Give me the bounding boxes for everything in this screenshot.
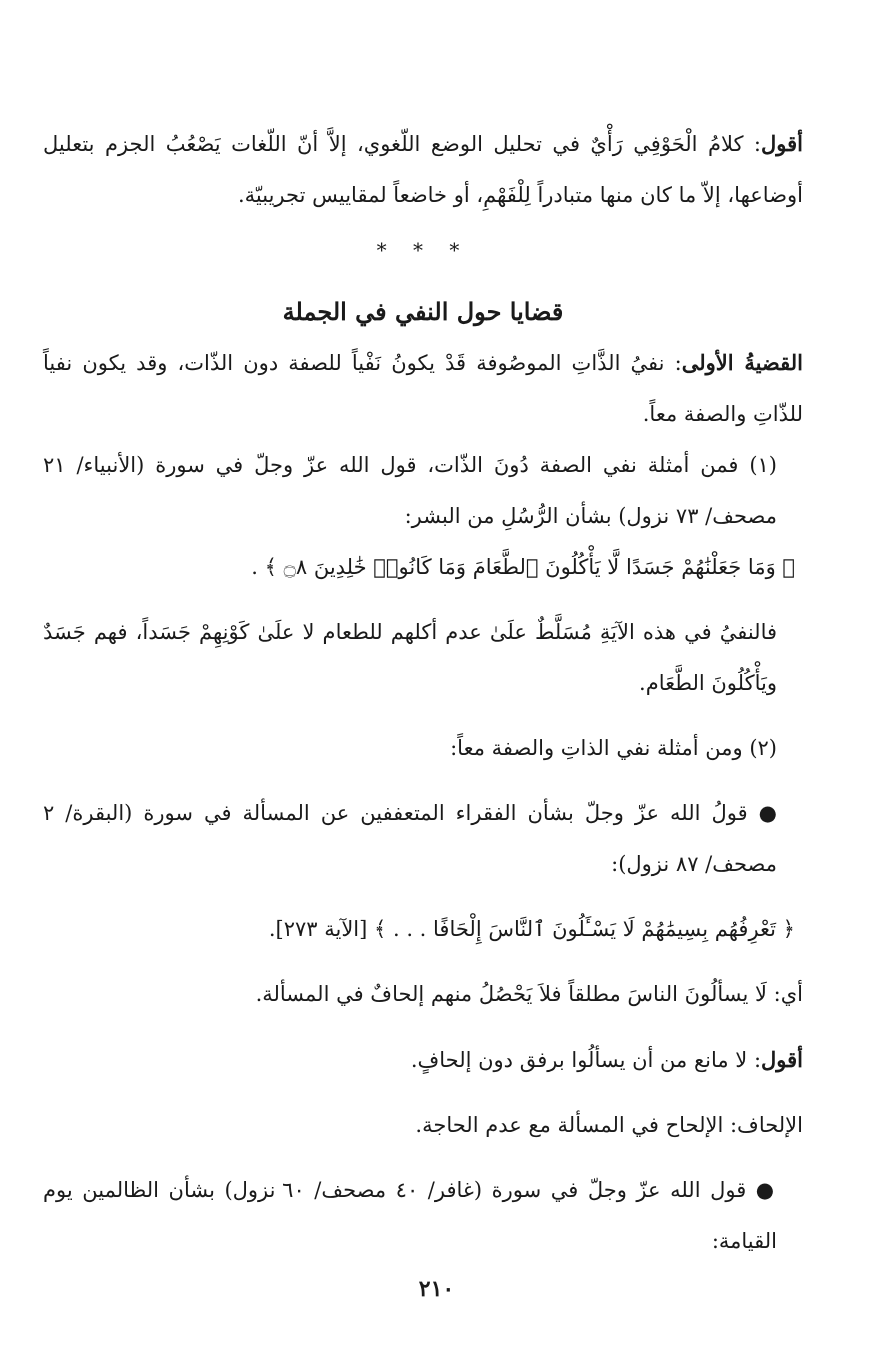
- opinion-2-text: : لا مانع من أن يسألُوا برفق دون إلحافٍ.: [410, 1048, 762, 1072]
- paragraph-explanation: فالنفيُ في هذه الآيَةِ مُسَلَّطٌ علَىٰ عدم أكلهم للطعام لا علَىٰ كَوْنِهِمْ جَسَداً، فهم جَسَدٌ ويَأْكُلُونَ الطَّعَام.: [43, 620, 777, 695]
- quran-verse-anbiya: ﴿ وَمَا جَعَلْنَٰهُمْ جَسَدًا لَّا يَأْكُلُونَ ٱلطَّعَامَ وَمَا كَانُوا۟ خَٰلِدِينَ ۝٨ ﴾ .: [251, 555, 795, 579]
- bullet-ghafir: ● قول الله عزّ وجلّ في سورة (غافر/ ٤٠ مصحف/ ٦٠ نزول) بشأن الظالمين يوم القيامة:: [43, 1178, 777, 1253]
- paragraph-example-2: (٢) ومن أمثلة نفي الذاتِ والصفة معاً:: [450, 736, 777, 760]
- quran-verse-baqarah: ﴿ تَعْرِفُهُم بِسِيمَٰهُمْ لَا يَسْـَٔلُونَ ٱلنَّاسَ إِلْحَافًا . . . ﴾ [الآية ٢٧٣].: [268, 917, 795, 941]
- section-heading: قضايا حول النفي في الجملة: [282, 297, 564, 326]
- bullet-baqarah: ● قولُ الله عزّ وجلّ بشأن الفقراء المتعففين عن المسألة في سورة (البقرة/ ٢ مصحف/ ٨٧ نزول):: [43, 801, 777, 876]
- opinion-2-label: أقول: [761, 1047, 803, 1072]
- paragraph-meaning: أي: لَا يسألُونَ الناسَ مطلقاً فلاَ يَحْصُلُ منهم إلحافٌ في المسألة.: [255, 982, 803, 1006]
- paragraph-definition: الإلحاف: الإلحاح في المسألة مع عدم الحاجة.: [415, 1113, 803, 1137]
- page-body: [43, 118, 803, 1267]
- paragraph-first-issue: [43, 337, 803, 440]
- paragraph-opinion: [43, 118, 803, 221]
- first-issue-label: القضيةُ الأولى: [681, 350, 803, 375]
- opinion-label: أقول: [761, 131, 803, 156]
- section-separator: * * *: [376, 238, 470, 262]
- page-number: ٢١٠: [418, 1276, 455, 1302]
- first-issue-text: : نفيُ الذَّاتِ الموصُوفة قَدْ يكونُ نَفْياً للصفة دون الذّات، وقد يكون نفياً للذّاتِ والصفة معاً.: [43, 351, 803, 426]
- paragraph-example-1: (١) فمن أمثلة نفي الصفة دُونَ الذّات، قول الله عزّ وجلّ في سورة (الأنبياء/ ٢١ مصحف/ ٧٣ نزول) بشأن الرُّسُلِ من البشر:: [43, 453, 777, 528]
- paragraph-opinion-2: [43, 1034, 803, 1086]
- opinion-text: : كلامُ الْحَوْفِي رَأْيٌ في تحليل الوضع اللّغوي، إلاَّ أنّ اللّغات يَصْعُبُ الجزم بتعليل أوضاعها، إلاّ ما كان منها متبادراً لِلْفَهْمِ، أو خاضعاً لمقاييس تجريبيّة.: [43, 132, 803, 207]
